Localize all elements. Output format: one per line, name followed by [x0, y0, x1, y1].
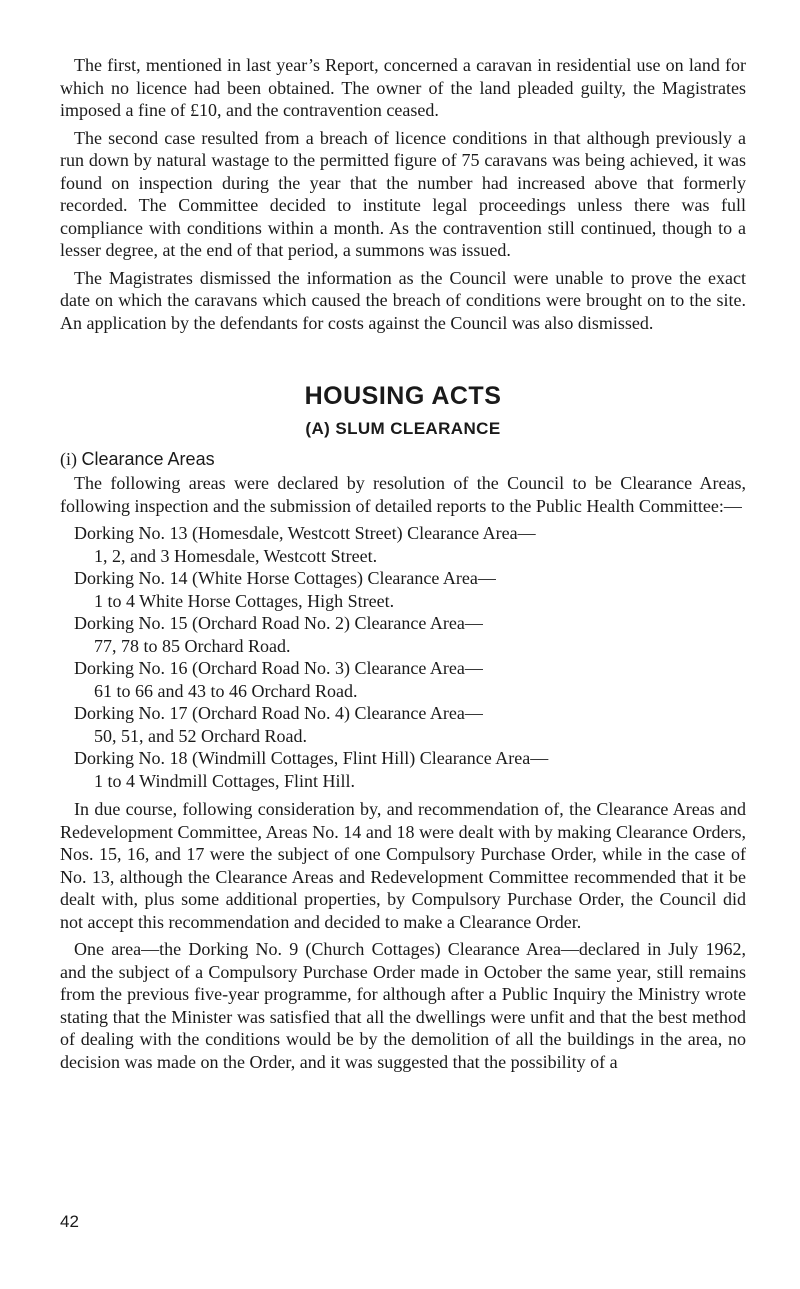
area-name: Dorking No. 13 (Homesdale, Westcott Street) Clearance Area—: [74, 523, 536, 543]
subsection-title: [60, 449, 746, 470]
list-item: [60, 657, 746, 702]
document-page: [60, 54, 746, 1078]
area-addresses: 1, 2, and 3 Homesdale, Westcott Street.: [94, 545, 378, 566]
list-item: [60, 612, 746, 657]
list-item: [60, 567, 746, 612]
clearance-area-list: [60, 522, 746, 792]
area-name: Dorking No. 15 (Orchard Road No. 2) Clearance Area—: [74, 613, 483, 633]
list-item: [60, 522, 746, 567]
page-number: 42: [60, 1212, 79, 1231]
paragraph-first-case: The first, mentioned in last year’s Report, concerned a caravan in residential use on land for which no licence had been obtained. The owner of the land pleaded guilty, the Magistrates imposed a fine of £10, and the contravention ceased.: [60, 55, 746, 120]
paragraph-magistrates-dismissed: The Magistrates dismissed the information as the Council were unable to prove the exact date on which the caravans which caused the breach of conditions were brought on to the site. An application by the defendants for costs against the Council was also dismissed.: [60, 267, 746, 333]
subsection-number: (i): [60, 449, 77, 469]
area-name: Dorking No. 18 (Windmill Cottages, Flint Hill) Clearance Area—: [74, 748, 549, 768]
subsection-title-text: Clearance Areas: [81, 449, 215, 469]
area-addresses: 1 to 4 White Horse Cottages, High Street.: [94, 590, 395, 611]
paragraph-second-case: The second case resulted from a breach of licence conditions in that although previously a run down by natural wastage to the permitted figure of 75 caravans was being achieved, it was found on inspection during the year that the number had increased above that formerly recorded. The Committee decided to institute legal proceedings unless there was full compliance with conditions within a month. As the contravention still continued, though to a lesser degree, at the end of that period, a summons was issued.: [60, 127, 746, 260]
area-name: Dorking No. 16 (Orchard Road No. 3) Clearance Area—: [74, 658, 483, 678]
area-name: Dorking No. 17 (Orchard Road No. 4) Clearance Area—: [74, 703, 483, 723]
area-addresses: 50, 51, and 52 Orchard Road.: [94, 725, 307, 746]
paragraph-due-course: In due course, following consideration by, and recommendation of, the Clearance Areas and Redevelopment Committee, Areas No. 14 and 18 were dealt with by making Clearance Orders, Nos. 15, 16, and 17 were the subject of one Compulsory Purchase Order, while in the case of No. 13, although the Clearance Areas and Redevelopment Committee recommended that it be dealt with, plus some additional properties, by Compulsory Purchase Order, the Council did not accept this recommendation and decided to make a Clearance Order.: [60, 799, 746, 932]
subheading-slum-clearance: (A) SLUM CLEARANCE: [305, 419, 501, 438]
paragraph-church-cottages: One area—the Dorking No. 9 (Church Cottages) Clearance Area—declared in July 1962, and the subject of a Compulsory Purchase Order made in October the same year, still remains from the previous five-year programme, for although after a Public Inquiry the Ministry wrote stating that the Minister was satisfied that all the dwellings were unfit and that the best method of dealing with the conditions would be by the demolition of all the buildings in the area, no decision was made on the Order, and it was suggested that the possibility of a: [60, 939, 746, 1072]
area-addresses: 77, 78 to 85 Orchard Road.: [94, 635, 291, 656]
paragraph-intro: The following areas were declared by resolution of the Council to be Clearance Areas, following inspection and the submission of detailed reports to the Public Health Committee:—: [60, 473, 746, 516]
area-addresses: 61 to 66 and 43 to 46 Orchard Road.: [94, 680, 358, 701]
area-addresses: 1 to 4 Windmill Cottages, Flint Hill.: [94, 770, 355, 791]
list-item: [60, 702, 746, 747]
area-name: Dorking No. 14 (White Horse Cottages) Clearance Area—: [74, 568, 496, 588]
section-heading-housing-acts: HOUSING ACTS: [304, 382, 502, 410]
list-item: [60, 747, 746, 792]
